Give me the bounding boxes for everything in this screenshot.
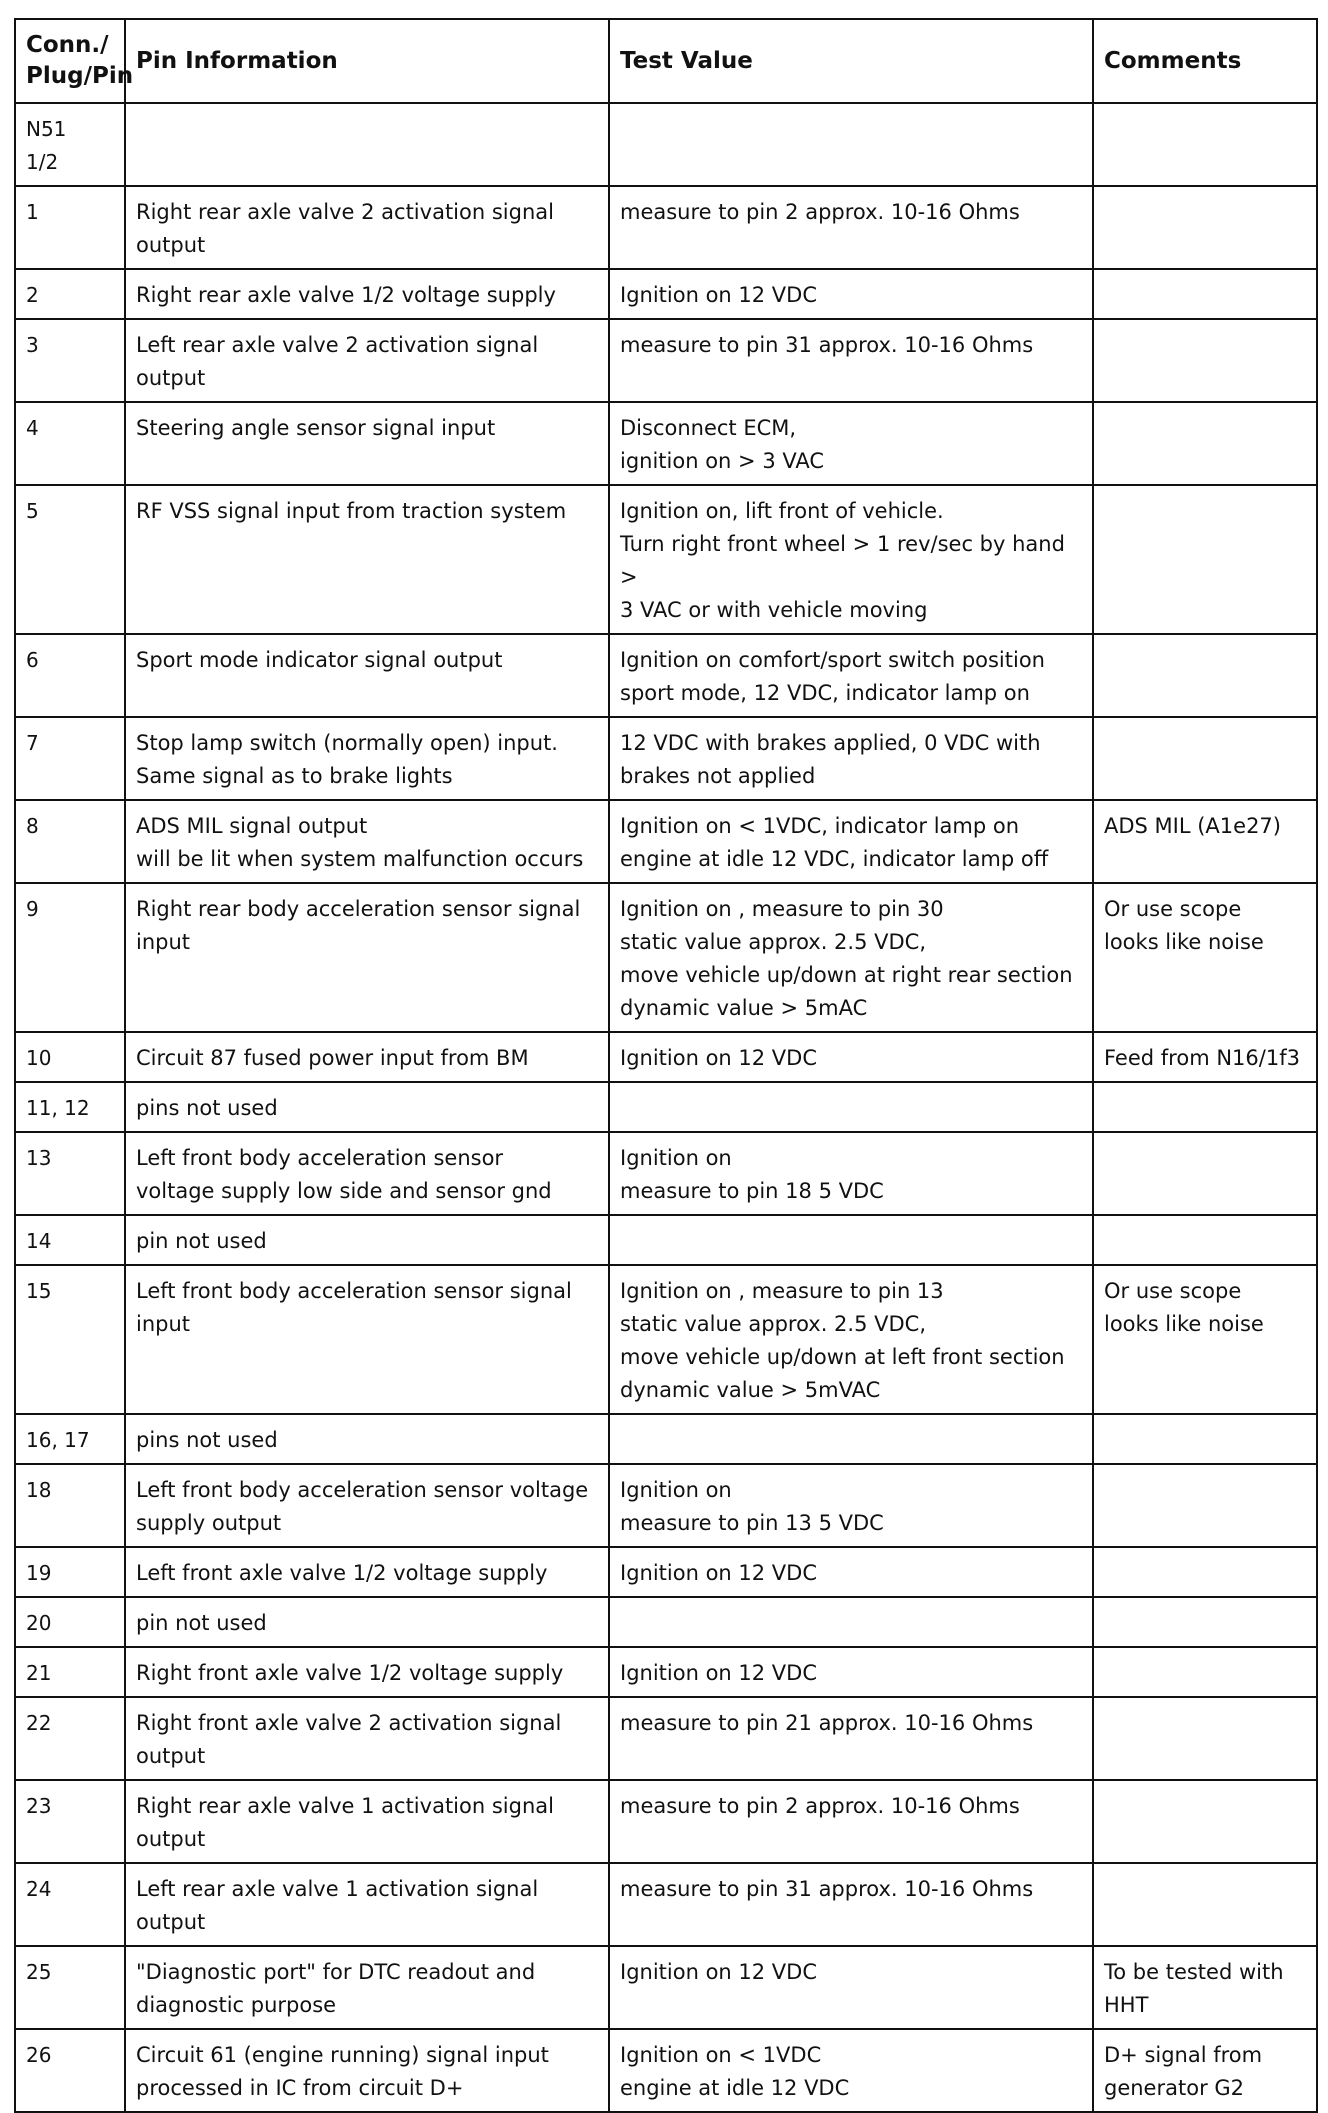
comments-cell: Feed from N16/1f3 xyxy=(1093,1032,1317,1082)
test-value-cell: Ignition on 12 VDC xyxy=(609,269,1093,319)
pin-cell: 8 xyxy=(15,800,125,883)
table-row xyxy=(15,1547,1317,1597)
pin-cell: 20 xyxy=(15,1597,125,1647)
pin-cell: 14 xyxy=(15,1215,125,1265)
table-row xyxy=(15,1414,1317,1464)
test-value-cell: Ignition on < 1VDC engine at idle 12 VDC xyxy=(609,2029,1093,2112)
table-row xyxy=(15,319,1317,402)
comments-cell xyxy=(1093,1547,1317,1597)
pin-cell: N51 1/2 xyxy=(15,103,125,186)
table-row xyxy=(15,1697,1317,1780)
pin-info-cell: Right rear axle valve 1 activation signal output xyxy=(125,1780,609,1863)
pin-info-cell: Left rear axle valve 1 activation signal output xyxy=(125,1863,609,1946)
test-value-cell xyxy=(609,1597,1093,1647)
pin-cell: 26 xyxy=(15,2029,125,2112)
pin-info-cell: pins not used xyxy=(125,1082,609,1132)
pin-cell: 13 xyxy=(15,1132,125,1215)
table-row xyxy=(15,883,1317,1032)
table-row xyxy=(15,1265,1317,1414)
pin-cell: 3 xyxy=(15,319,125,402)
comments-cell xyxy=(1093,103,1317,186)
pin-cell: 5 xyxy=(15,485,125,634)
pin-cell: 7 xyxy=(15,717,125,800)
test-value-cell: Ignition on, lift front of vehicle. Turn right front wheel > 1 rev/sec by hand > 3 VAC or with vehicle moving xyxy=(609,485,1093,634)
pin-info-cell: ADS MIL signal output will be lit when system malfunction occurs xyxy=(125,800,609,883)
table-row xyxy=(15,485,1317,634)
test-value-cell: Ignition on comfort/sport switch position sport mode, 12 VDC, indicator lamp on xyxy=(609,634,1093,717)
comments-cell: To be tested with HHT xyxy=(1093,1946,1317,2029)
table-row xyxy=(15,1215,1317,1265)
comments-cell xyxy=(1093,1780,1317,1863)
pin-cell: 18 xyxy=(15,1464,125,1547)
test-value-cell: Ignition on 12 VDC xyxy=(609,1547,1093,1597)
test-value-cell xyxy=(609,1082,1093,1132)
table-row xyxy=(15,1032,1317,1082)
table-row xyxy=(15,1647,1317,1697)
comments-cell xyxy=(1093,485,1317,634)
table-row xyxy=(15,800,1317,883)
pin-info-cell xyxy=(125,103,609,186)
pin-cell: 19 xyxy=(15,1547,125,1597)
pin-info-cell: Circuit 87 fused power input from BM xyxy=(125,1032,609,1082)
pin-cell: 9 xyxy=(15,883,125,1032)
table-row xyxy=(15,634,1317,717)
test-value-cell: measure to pin 2 approx. 10-16 Ohms xyxy=(609,186,1093,269)
comments-cell xyxy=(1093,1697,1317,1780)
table-row xyxy=(15,1863,1317,1946)
comments-cell: D+ signal from generator G2 xyxy=(1093,2029,1317,2112)
pin-info-cell: Right front axle valve 2 activation signal output xyxy=(125,1697,609,1780)
pin-cell: 15 xyxy=(15,1265,125,1414)
comments-cell: Or use scope looks like noise xyxy=(1093,1265,1317,1414)
table-row xyxy=(15,103,1317,186)
comments-cell xyxy=(1093,1647,1317,1697)
pin-cell: 2 xyxy=(15,269,125,319)
pin-table xyxy=(14,18,1318,2113)
test-value-cell: Ignition on < 1VDC, indicator lamp on engine at idle 12 VDC, indicator lamp off xyxy=(609,800,1093,883)
comments-cell xyxy=(1093,319,1317,402)
pin-info-cell: Left front body acceleration sensor signal input xyxy=(125,1265,609,1414)
pin-cell: 16, 17 xyxy=(15,1414,125,1464)
comments-cell xyxy=(1093,1863,1317,1946)
comments-cell xyxy=(1093,186,1317,269)
pin-cell: 22 xyxy=(15,1697,125,1780)
pin-info-cell: Steering angle sensor signal input xyxy=(125,402,609,485)
test-value-cell: measure to pin 31 approx. 10-16 Ohms xyxy=(609,319,1093,402)
test-value-cell: Ignition on , measure to pin 13 static value approx. 2.5 VDC, move vehicle up/down at left front section dynamic value > 5mVAC xyxy=(609,1265,1093,1414)
pin-info-cell: Circuit 61 (engine running) signal input processed in IC from circuit D+ xyxy=(125,2029,609,2112)
test-value-cell xyxy=(609,1215,1093,1265)
pin-info-cell: Right rear axle valve 1/2 voltage supply xyxy=(125,269,609,319)
pin-info-cell: RF VSS signal input from traction system xyxy=(125,485,609,634)
test-value-cell: measure to pin 21 approx. 10-16 Ohms xyxy=(609,1697,1093,1780)
comments-cell xyxy=(1093,1597,1317,1647)
comments-cell xyxy=(1093,1215,1317,1265)
table-row xyxy=(15,269,1317,319)
pin-cell: 21 xyxy=(15,1647,125,1697)
test-value-cell: Ignition on 12 VDC xyxy=(609,1032,1093,1082)
pin-info-cell: pin not used xyxy=(125,1215,609,1265)
comments-cell: Or use scope looks like noise xyxy=(1093,883,1317,1032)
pin-cell: 23 xyxy=(15,1780,125,1863)
test-value-cell: Ignition on measure to pin 13 5 VDC xyxy=(609,1464,1093,1547)
pin-cell: 4 xyxy=(15,402,125,485)
test-value-cell: Ignition on measure to pin 18 5 VDC xyxy=(609,1132,1093,1215)
table-row xyxy=(15,1082,1317,1132)
pin-info-cell: Left front body acceleration sensor voltage supply low side and sensor gnd xyxy=(125,1132,609,1215)
test-value-cell: Ignition on 12 VDC xyxy=(609,1946,1093,2029)
pin-info-cell: pins not used xyxy=(125,1414,609,1464)
pin-info-cell: Right rear axle valve 2 activation signal output xyxy=(125,186,609,269)
test-value-cell xyxy=(609,1414,1093,1464)
comments-cell xyxy=(1093,1464,1317,1547)
pin-cell: 10 xyxy=(15,1032,125,1082)
table-row xyxy=(15,1132,1317,1215)
pin-info-cell: Left rear axle valve 2 activation signal output xyxy=(125,319,609,402)
pin-info-cell: "Diagnostic port" for DTC readout and diagnostic purpose xyxy=(125,1946,609,2029)
table-row xyxy=(15,402,1317,485)
pin-info-cell: Right rear body acceleration sensor signal input xyxy=(125,883,609,1032)
comments-cell xyxy=(1093,1414,1317,1464)
comments-cell: ADS MIL (A1e27) xyxy=(1093,800,1317,883)
table-row xyxy=(15,186,1317,269)
comments-cell xyxy=(1093,717,1317,800)
table-row xyxy=(15,1597,1317,1647)
table-row xyxy=(15,717,1317,800)
comments-cell xyxy=(1093,269,1317,319)
test-value-cell: Disconnect ECM, ignition on > 3 VAC xyxy=(609,402,1093,485)
test-value-cell: 12 VDC with brakes applied, 0 VDC with brakes not applied xyxy=(609,717,1093,800)
comments-cell xyxy=(1093,1132,1317,1215)
pin-cell: 24 xyxy=(15,1863,125,1946)
comments-cell xyxy=(1093,402,1317,485)
table-row xyxy=(15,1946,1317,2029)
test-value-cell xyxy=(609,103,1093,186)
table-row xyxy=(15,1464,1317,1547)
header-conn-plug-pin: Conn./ Plug/Pin xyxy=(15,19,125,103)
comments-cell xyxy=(1093,1082,1317,1132)
pin-info-cell: pin not used xyxy=(125,1597,609,1647)
test-value-cell: measure to pin 31 approx. 10-16 Ohms xyxy=(609,1863,1093,1946)
header-test-value: Test Value xyxy=(609,19,1093,103)
pin-cell: 11, 12 xyxy=(15,1082,125,1132)
header-pin-information: Pin Information xyxy=(125,19,609,103)
test-value-cell: Ignition on 12 VDC xyxy=(609,1647,1093,1697)
pin-info-cell: Left front body acceleration sensor voltage supply output xyxy=(125,1464,609,1547)
header-comments: Comments xyxy=(1093,19,1317,103)
test-value-cell: Ignition on , measure to pin 30 static value approx. 2.5 VDC, move vehicle up/down at right rear section dynamic value > 5mAC xyxy=(609,883,1093,1032)
pin-info-cell: Right front axle valve 1/2 voltage supply xyxy=(125,1647,609,1697)
table-row xyxy=(15,2029,1317,2112)
pin-cell: 25 xyxy=(15,1946,125,2029)
comments-cell xyxy=(1093,634,1317,717)
pin-info-cell: Stop lamp switch (normally open) input. Same signal as to brake lights xyxy=(125,717,609,800)
table-header-row xyxy=(15,19,1317,103)
pin-info-cell: Left front axle valve 1/2 voltage supply xyxy=(125,1547,609,1597)
pin-cell: 6 xyxy=(15,634,125,717)
test-value-cell: measure to pin 2 approx. 10-16 Ohms xyxy=(609,1780,1093,1863)
table-body xyxy=(15,103,1317,2112)
table-row xyxy=(15,1780,1317,1863)
pin-info-cell: Sport mode indicator signal output xyxy=(125,634,609,717)
pin-cell: 1 xyxy=(15,186,125,269)
